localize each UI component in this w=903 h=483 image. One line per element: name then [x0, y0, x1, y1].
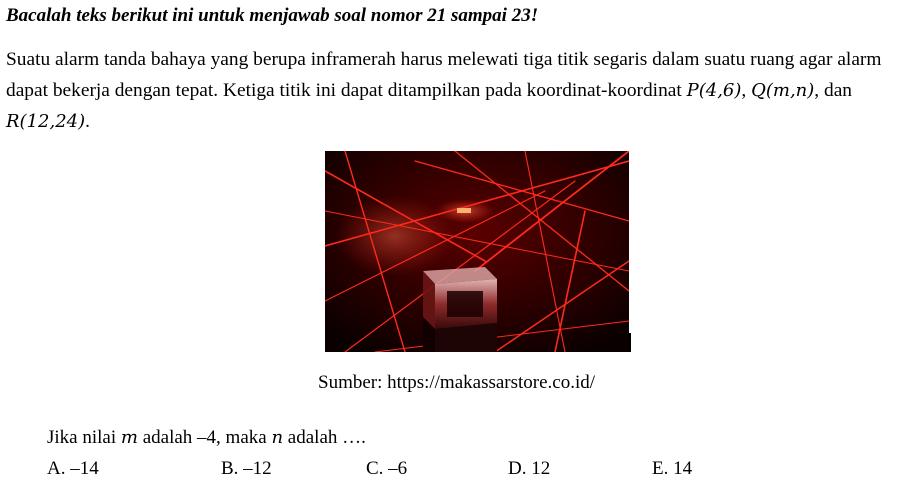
reading-instruction: Bacalah teks berikut ini untuk menjawab soal nomor 21 sampai 23! — [6, 5, 539, 26]
question-part: adalah –4, maka — [137, 427, 272, 448]
separator: , dan — [814, 80, 852, 101]
question-part: adalah …. — [283, 427, 366, 448]
option-a[interactable]: A. –14 — [47, 458, 99, 479]
laser-scene — [325, 151, 629, 352]
point-r: R(12,24) — [6, 111, 86, 132]
option-c[interactable]: C. –6 — [366, 458, 408, 479]
point-p: P(4,6) — [686, 80, 742, 101]
separator: , — [741, 80, 752, 101]
option-b[interactable]: B. –12 — [221, 458, 272, 479]
ceiling-light — [457, 208, 471, 213]
variable-m: m — [120, 427, 138, 448]
question-part: Jika nilai — [47, 427, 121, 448]
question-text — [47, 427, 366, 449]
paragraph-text: Suatu alarm tanda bahaya yang berupa inframerah harus melewati tiga titik segaris dalam suatu ruang agar alarm dapat bekerja dengan tepat. Ketiga titik ini dapat ditampilkan pada koordinat-koordinat — [6, 49, 882, 101]
laser-alarm-photo — [325, 151, 629, 352]
option-e[interactable]: E. 14 — [652, 458, 693, 479]
image-source: Sumber: https://makassarstore.co.id/ — [318, 372, 596, 393]
image-border-mark — [629, 333, 631, 352]
variable-n: n — [271, 427, 284, 448]
glass-case — [423, 267, 497, 329]
paragraph-end: . — [85, 111, 90, 132]
option-d[interactable]: D. 12 — [508, 458, 551, 479]
problem-paragraph — [6, 44, 901, 137]
point-q: Q(m,n) — [751, 80, 815, 101]
